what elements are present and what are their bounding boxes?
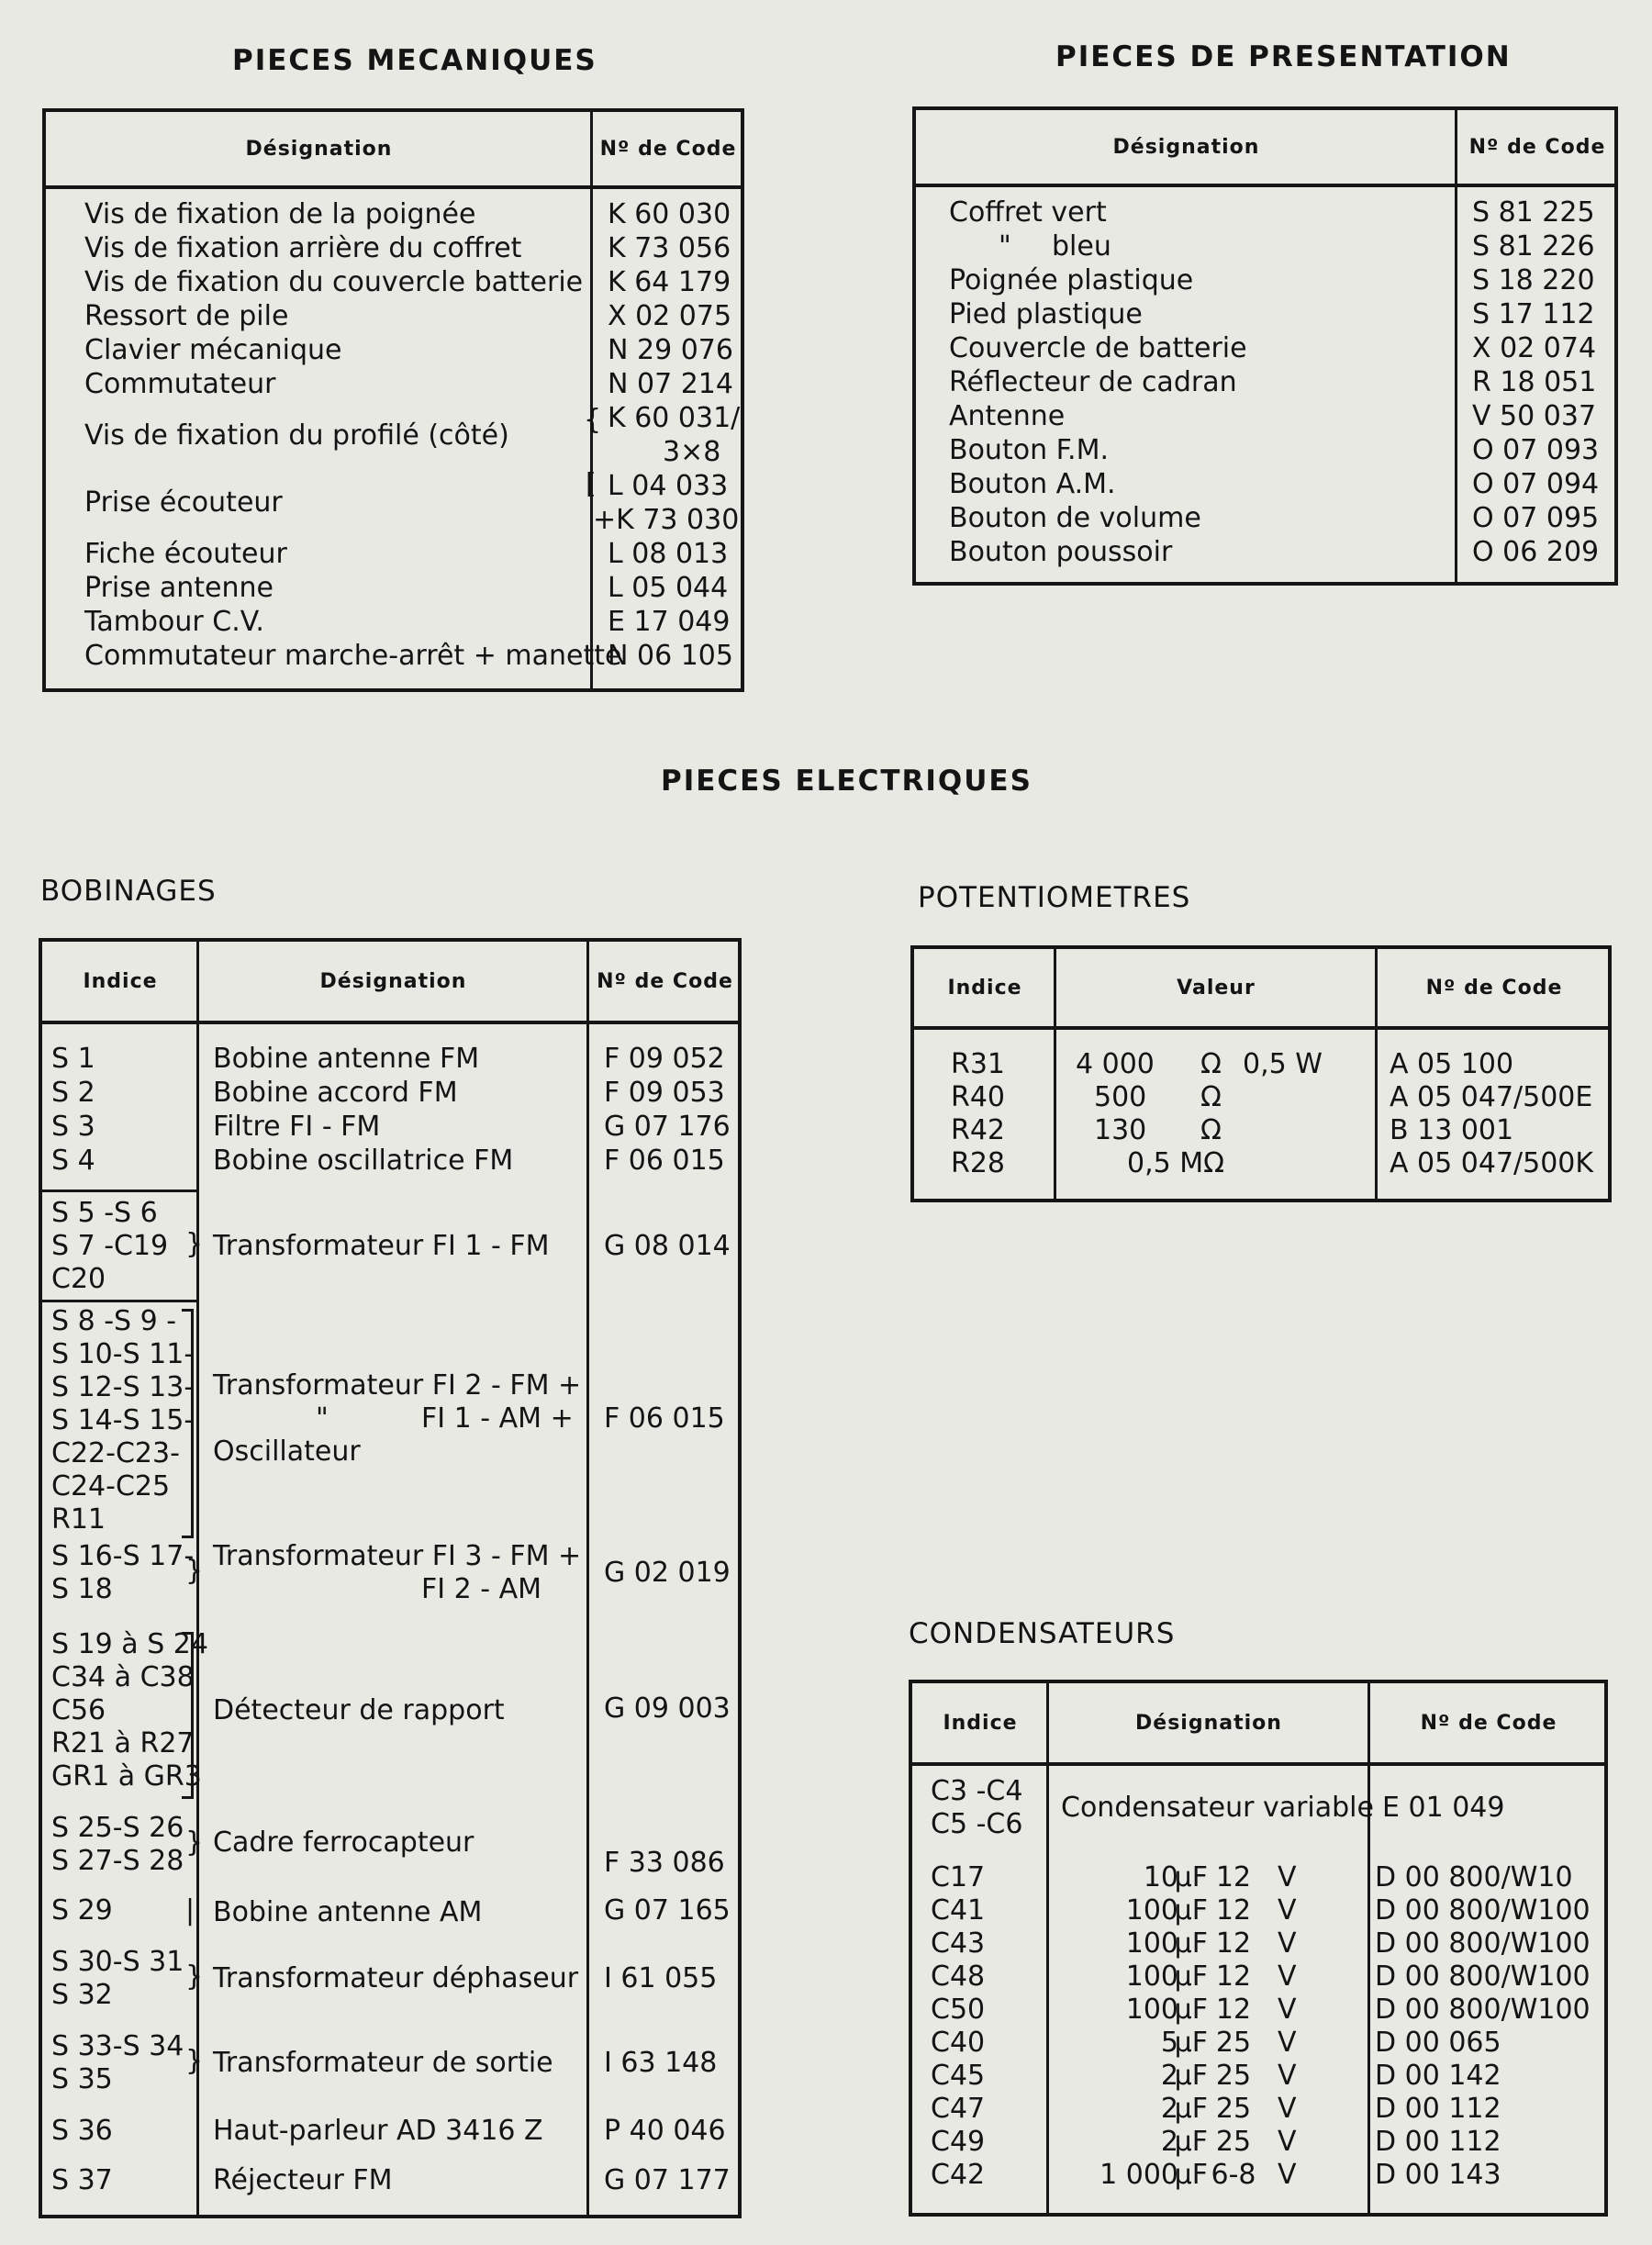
- designation-cell: Ressort de pile: [84, 300, 289, 332]
- table-header: [914, 949, 1608, 1030]
- group-divider: [42, 1300, 198, 1302]
- code-cell: D 00 800/W100: [1375, 1960, 1591, 1993]
- heading-pieces-presentation: PIECES DE PRESENTATION: [1055, 40, 1512, 73]
- designation-cell: Détecteur de rapport: [213, 1694, 505, 1726]
- col-header-code: Nº de Code: [1425, 976, 1563, 1000]
- table-header: [912, 1683, 1604, 1766]
- designation-cell: Fiche écouteur: [84, 538, 287, 570]
- heading-condensateurs: CONDENSATEURS: [909, 1617, 1176, 1650]
- code-cell: P 40 046: [604, 2115, 726, 2147]
- indice-cell: C47: [931, 2093, 986, 2125]
- designation-cell: Commutateur marche-arrêt + manette: [84, 640, 622, 672]
- indice-cell: C42: [931, 2159, 986, 2191]
- indice-cell: S 32: [51, 1979, 113, 2011]
- designation-cell: Filtre FI - FM: [213, 1111, 381, 1143]
- indice-cell: S 4: [51, 1145, 95, 1177]
- unit-cell: V: [1278, 2060, 1297, 2092]
- capacitance-cell: 100: [1125, 1960, 1178, 1993]
- code-cell: L 04 033: [608, 470, 729, 502]
- capacitance-cell: 100: [1125, 1894, 1178, 1927]
- designation-cell: Transformateur déphaseur: [213, 1962, 579, 1994]
- valeur-cell: 500: [1094, 1081, 1147, 1113]
- unit-cell: µF: [1174, 1994, 1208, 2026]
- unit-cell: V: [1278, 2027, 1297, 2059]
- designation-cell: Transformateur FI 1 - FM: [213, 1230, 550, 1262]
- indice-cell: C5 -C6: [931, 1808, 1023, 1840]
- designation-cell: Vis de fixation du profilé (côté): [84, 419, 509, 452]
- code-cell: D 00 112: [1375, 2126, 1501, 2158]
- indice-cell: S 3: [51, 1111, 95, 1143]
- valeur-cell: 4 000: [1076, 1048, 1155, 1080]
- col-header-designation: Désignation: [1135, 1711, 1282, 1735]
- designation-cell: Bouton F.M.: [949, 434, 1110, 466]
- code-cell: D 00 800/W100: [1375, 1994, 1591, 2026]
- heading-bobinages: BOBINAGES: [40, 875, 217, 908]
- designation-cell: Transformateur FI 3 - FM +: [213, 1540, 582, 1572]
- code-cell: B 13 001: [1390, 1114, 1514, 1146]
- code-cell: A 05 100: [1390, 1048, 1514, 1080]
- table-header: [42, 942, 738, 1024]
- column-divider: [1455, 110, 1457, 582]
- designation-cell: Coffret vert: [949, 196, 1107, 229]
- indice-cell: C45: [931, 2060, 986, 2092]
- indice-cell: C50: [931, 1994, 986, 2026]
- brace-mark: }: [185, 1826, 204, 1859]
- code-cell: O 07 095: [1472, 502, 1600, 534]
- code-cell: F 06 015: [604, 1402, 725, 1435]
- code-cell: A 05 047/500E: [1390, 1081, 1593, 1113]
- indice-cell: R11: [51, 1503, 106, 1536]
- indice-cell: C41: [931, 1894, 986, 1927]
- capacitance-cell: 5: [1160, 2027, 1178, 2059]
- voltage-cell: 12: [1215, 1861, 1252, 1893]
- indice-cell: S 5 -S 6: [51, 1197, 158, 1229]
- designation-cell: Oscillateur: [213, 1435, 361, 1468]
- code-cell: I 61 055: [604, 1962, 718, 1994]
- code-cell: D 00 800/W100: [1375, 1927, 1591, 1960]
- designation-cell: Commutateur: [84, 368, 276, 400]
- unit-cell: µF: [1174, 2060, 1208, 2092]
- code-cell: G 08 014: [604, 1230, 731, 1262]
- indice-cell: C56: [51, 1694, 106, 1726]
- column-divider: [1375, 949, 1378, 1199]
- column-divider: [1367, 1683, 1370, 2213]
- code-cell: L 05 044: [608, 572, 729, 604]
- brace-mark: }: [185, 2045, 204, 2077]
- code-cell: S 81 225: [1472, 196, 1595, 229]
- unit-cell: µF: [1174, 2126, 1208, 2158]
- code-cell: D 00 142: [1375, 2060, 1501, 2092]
- code-cell: N 07 214: [608, 368, 733, 400]
- unit-cell: µF: [1174, 1894, 1208, 1927]
- column-divider: [586, 942, 589, 2215]
- unit-cell: µF: [1174, 1861, 1208, 1893]
- column-divider: [1054, 949, 1056, 1199]
- code-cell: D 00 800/W100: [1375, 1894, 1591, 1927]
- designation-cell: Vis de fixation arrière du coffret: [84, 232, 522, 264]
- indice-cell: R40: [951, 1081, 1006, 1113]
- designation-cell: Réjecteur FM: [213, 2164, 393, 2196]
- code-cell: K 64 179: [608, 266, 731, 298]
- designation-cell: Bouton poussoir: [949, 536, 1173, 568]
- brace-mark: |: [185, 1894, 195, 1927]
- designation-cell: Prise antenne: [84, 572, 273, 604]
- code-cell: D 00 112: [1375, 2093, 1501, 2125]
- col-header-indice: Indice: [943, 1711, 1018, 1735]
- unit-cell: µF: [1174, 1927, 1208, 1960]
- code-cell: X 02 074: [1472, 332, 1597, 364]
- column-divider: [1046, 1683, 1049, 2213]
- designation-cell: Transformateur de sortie: [213, 2047, 553, 2079]
- col-header-code: Nº de Code: [1420, 1711, 1557, 1735]
- brace-mark: [: [586, 468, 597, 500]
- code-cell: K 60 031/: [608, 402, 741, 434]
- indice-cell: R21 à R27: [51, 1727, 195, 1759]
- table-condensateurs: [909, 1680, 1608, 2217]
- indice-cell: R42: [951, 1114, 1006, 1146]
- power-cell: 0,5 W: [1243, 1048, 1323, 1080]
- code-cell: S 81 226: [1472, 230, 1595, 262]
- valeur-cell: 130: [1094, 1114, 1147, 1146]
- indice-cell: C48: [931, 1960, 986, 1993]
- code-cell-continued: 3×8: [663, 436, 721, 468]
- indice-cell: C20: [51, 1263, 106, 1295]
- indice-cell: GR1 à GR3: [51, 1760, 202, 1793]
- unit-cell: V: [1278, 1894, 1297, 1927]
- designation-cell: Clavier mécanique: [84, 334, 342, 366]
- voltage-cell: 12: [1215, 1894, 1252, 1927]
- code-cell: S 18 220: [1472, 264, 1595, 296]
- brace-mark: }: [185, 1555, 204, 1587]
- code-cell: R 18 051: [1472, 366, 1597, 398]
- col-header-valeur: Valeur: [1177, 976, 1256, 1000]
- voltage-cell: 12: [1215, 1927, 1252, 1960]
- code-cell: N 06 105: [608, 640, 733, 672]
- code-cell: O 06 209: [1472, 536, 1600, 568]
- code-cell: G 09 003: [604, 1692, 731, 1725]
- unit-cell: Ω: [1200, 1081, 1222, 1113]
- indice-cell: C49: [931, 2126, 986, 2158]
- unit-cell: µF: [1174, 2159, 1208, 2191]
- voltage-cell: 6-8: [1211, 2159, 1256, 2191]
- indice-cell: S 37: [51, 2164, 113, 2196]
- designation-cell: Vis de fixation de la poignée: [84, 198, 476, 230]
- voltage-cell: 25: [1215, 2093, 1252, 2125]
- unit-cell: µF: [1174, 1960, 1208, 1993]
- brace-mark: }: [185, 1228, 204, 1260]
- code-cell: O 07 094: [1472, 468, 1600, 500]
- bracket-mark: [182, 1309, 194, 1538]
- designation-cell: bleu: [1052, 230, 1111, 262]
- col-header-designation: Désignation: [245, 137, 393, 161]
- code-cell: F 09 053: [604, 1077, 725, 1109]
- code-cell: G 07 165: [604, 1894, 731, 1927]
- table-pieces-presentation: [912, 106, 1618, 586]
- col-header-code: Nº de Code: [597, 969, 733, 993]
- group-divider: [42, 1190, 198, 1192]
- unit-cell: V: [1278, 2093, 1297, 2125]
- indice-cell: C3 -C4: [931, 1775, 1023, 1807]
- voltage-cell: 12: [1215, 1960, 1252, 1993]
- capacitance-cell: 100: [1125, 1927, 1178, 1960]
- code-cell: X 02 075: [608, 300, 732, 332]
- heading-pieces-electriques: PIECES ELECTRIQUES: [661, 765, 1032, 798]
- indice-cell: S 12-S 13-: [51, 1371, 195, 1403]
- code-cell: A 05 047/500K: [1390, 1147, 1594, 1179]
- capacitance-cell: 2: [1160, 2093, 1178, 2125]
- col-header-code: Nº de Code: [1468, 135, 1606, 159]
- indice-cell: S 25-S 26: [51, 1812, 184, 1844]
- designation-cell: FI 2 - AM: [421, 1573, 542, 1605]
- col-header-indice: Indice: [947, 976, 1022, 1000]
- indice-cell: S 30-S 31: [51, 1946, 184, 1978]
- voltage-cell: 25: [1215, 2126, 1252, 2158]
- code-cell: D 00 800/W10: [1375, 1861, 1573, 1893]
- indice-cell: S 2: [51, 1077, 95, 1109]
- indice-cell: R28: [951, 1147, 1006, 1179]
- code-cell: I 63 148: [604, 2047, 718, 2079]
- unit-cell: V: [1278, 1861, 1297, 1893]
- indice-cell: S 1: [51, 1043, 95, 1075]
- indice-cell: S 19 à S 24: [51, 1628, 208, 1660]
- indice-cell: S 35: [51, 2063, 113, 2095]
- table-pieces-mecaniques: [42, 108, 744, 692]
- code-cell: G 02 019: [604, 1557, 731, 1589]
- col-header-indice: Indice: [83, 969, 158, 993]
- heading-potentiometres: POTENTIOMETRES: [918, 881, 1191, 914]
- indice-cell: C43: [931, 1927, 986, 1960]
- designation-cell: Transformateur FI 2 - FM +: [213, 1369, 582, 1402]
- unit-cell: V: [1278, 1960, 1297, 1993]
- designation-cell: Bobine antenne AM: [213, 1896, 483, 1928]
- col-header-code: Nº de Code: [599, 137, 737, 161]
- capacitance-cell: 2: [1160, 2060, 1178, 2092]
- indice-cell: C17: [931, 1861, 986, 1893]
- indice-cell: C24-C25: [51, 1470, 171, 1502]
- designation-cell: Bobine antenne FM: [213, 1043, 480, 1075]
- code-cell: G 07 177: [604, 2164, 731, 2196]
- designation-cell: Tambour C.V.: [84, 606, 264, 638]
- indice-cell: C34 à C38: [51, 1661, 195, 1693]
- indice-cell: S 36: [51, 2115, 113, 2147]
- code-cell: D 00 143: [1375, 2159, 1501, 2191]
- code-cell: L 08 013: [608, 538, 729, 570]
- code-cell: F 33 086: [604, 1847, 725, 1879]
- designation-cell: Vis de fixation du couvercle batterie: [84, 266, 584, 298]
- indice-cell: C40: [931, 2027, 986, 2059]
- code-cell: E 17 049: [608, 606, 731, 638]
- unit-cell: V: [1278, 2159, 1297, 2191]
- table-potentiometres: [910, 945, 1612, 1202]
- code-cell: K 73 056: [608, 232, 731, 264]
- code-cell: S 17 112: [1472, 298, 1595, 330]
- voltage-cell: 12: [1215, 1994, 1252, 2026]
- indice-cell: S 27-S 28: [51, 1845, 184, 1877]
- code-cell: D 00 065: [1375, 2027, 1501, 2059]
- designation-cell: Pied plastique: [949, 298, 1143, 330]
- code-cell: N 29 076: [608, 334, 733, 366]
- indice-cell: R31: [951, 1048, 1006, 1080]
- designation-cell: Couvercle de batterie: [949, 332, 1247, 364]
- designation-cell: Haut-parleur AD 3416 Z: [213, 2115, 543, 2147]
- designation-cell: Bobine oscillatrice FM: [213, 1145, 514, 1177]
- capacitance-cell: 1 000: [1099, 2159, 1178, 2191]
- designation-cell: Prise écouteur: [84, 486, 283, 519]
- capacitance-cell: 10: [1143, 1861, 1178, 1893]
- code-cell: F 09 052: [604, 1043, 725, 1075]
- table-header: [916, 110, 1614, 187]
- indice-cell: S 7 -C19: [51, 1230, 169, 1262]
- unit-cell: µF: [1174, 2027, 1208, 2059]
- code-cell: K 60 030: [608, 198, 731, 230]
- ditto-mark: ": [999, 230, 1011, 262]
- indice-cell: S 33-S 34: [51, 2030, 184, 2062]
- designation-cell: Bouton A.M.: [949, 468, 1116, 500]
- capacitance-cell: 100: [1125, 1994, 1178, 2026]
- designation-cell: Condensateur variable: [1061, 1792, 1374, 1824]
- designation-cell: Bobine accord FM: [213, 1077, 458, 1109]
- table-bobinages: [39, 938, 742, 2218]
- indice-cell: S 8 -S 9 -: [51, 1305, 177, 1337]
- col-header-designation: Désignation: [1112, 135, 1260, 159]
- ditto-mark: ": [316, 1402, 329, 1435]
- unit-cell: V: [1278, 1927, 1297, 1960]
- unit-cell: Ω: [1200, 1114, 1222, 1146]
- indice-cell: S 29: [51, 1894, 113, 1927]
- designation-cell: Antenne: [949, 400, 1066, 432]
- code-cell: V 50 037: [1472, 400, 1597, 432]
- code-cell: G 07 176: [604, 1111, 731, 1143]
- voltage-cell: 25: [1215, 2060, 1252, 2092]
- voltage-cell: 25: [1215, 2027, 1252, 2059]
- column-divider: [590, 112, 593, 688]
- valeur-cell: 0,5 MΩ: [1127, 1147, 1225, 1179]
- capacitance-cell: 2: [1160, 2126, 1178, 2158]
- brace-mark: }: [185, 1960, 204, 1993]
- indice-cell: S 16-S 17-: [51, 1540, 195, 1572]
- col-header-designation: Désignation: [319, 969, 467, 993]
- designation-cell: Cadre ferrocapteur: [213, 1826, 474, 1859]
- bracket-mark: [182, 1632, 194, 1799]
- designation-cell: Bouton de volume: [949, 502, 1201, 534]
- designation-cell: FI 1 - AM +: [421, 1402, 574, 1435]
- unit-cell: Ω: [1200, 1048, 1222, 1080]
- unit-cell: µF: [1174, 2093, 1208, 2125]
- designation-cell: Réflecteur de cadran: [949, 366, 1237, 398]
- designation-cell: Poignée plastique: [949, 264, 1194, 296]
- code-cell-continued: +K 73 030: [593, 504, 740, 536]
- indice-cell: S 10-S 11-: [51, 1338, 195, 1370]
- unit-cell: V: [1278, 1994, 1297, 2026]
- table-header: [46, 112, 741, 189]
- code-cell: O 07 093: [1472, 434, 1600, 466]
- code-cell: E 01 049: [1382, 1792, 1505, 1824]
- unit-cell: V: [1278, 2126, 1297, 2158]
- heading-pieces-mecaniques: PIECES MECANIQUES: [232, 44, 597, 77]
- indice-cell: C22-C23-: [51, 1437, 180, 1469]
- code-cell: F 06 015: [604, 1145, 725, 1177]
- indice-cell: S 18: [51, 1573, 113, 1605]
- brace-mark: {: [584, 404, 602, 436]
- indice-cell: S 14-S 15-: [51, 1404, 195, 1436]
